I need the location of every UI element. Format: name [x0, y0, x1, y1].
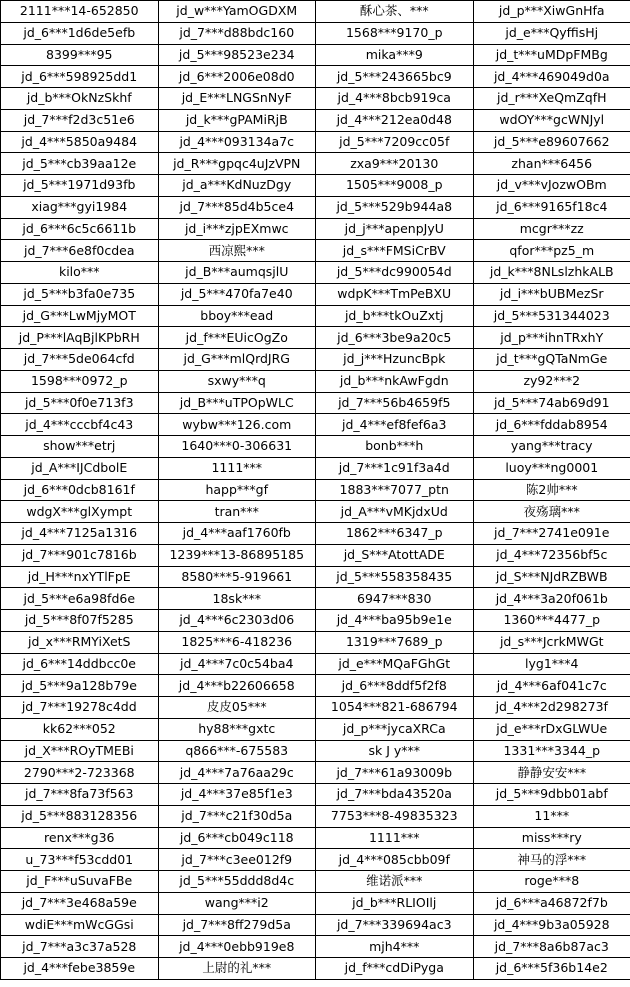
table-cell: kk62***052 [1, 718, 159, 740]
table-cell: mika***9 [316, 44, 474, 66]
table-cell: 18sk*** [158, 588, 316, 610]
table-row [1, 697, 630, 719]
table-cell: jd_5***e6a98fd6e [1, 588, 159, 610]
table-row [1, 892, 630, 914]
table-cell: qfor***pz5_m [473, 240, 630, 262]
table-row [1, 566, 630, 588]
table-row [1, 66, 630, 88]
table-cell: jd_6***2006e08d0 [158, 66, 316, 88]
table-cell: jd_4***5850a9484 [1, 131, 159, 153]
table-row [1, 653, 630, 675]
table-cell: jd_4***7c0c54ba4 [158, 653, 316, 675]
table-row [1, 283, 630, 305]
table-row [1, 88, 630, 110]
table-cell: jd_5***b3fa0e735 [1, 283, 159, 305]
table-cell: jd_6***a46872f7b [473, 892, 630, 914]
table-cell: jd_A***vMKjdxUd [316, 501, 474, 523]
table-cell: jd_5***55ddd8d4c [158, 871, 316, 893]
table-cell: jd_6***cb049c118 [158, 827, 316, 849]
table-cell: happ***gf [158, 479, 316, 501]
table-cell: jd_5***74ab69d91 [473, 392, 630, 414]
table-cell: jd_7***339694ac3 [316, 914, 474, 936]
table-cell: 8399***95 [1, 44, 159, 66]
table-cell: sk J y*** [316, 740, 474, 762]
table-cell: jd_6***9165f18c4 [473, 196, 630, 218]
table-cell: jd_b***RLIOIlj [316, 892, 474, 914]
table-cell: jd_4***2d298273f [473, 697, 630, 719]
table-cell: jd_6***598925dd1 [1, 66, 159, 88]
table-cell: zxa9***20130 [316, 153, 474, 175]
table-cell: jd_j***HzuncBpk [316, 349, 474, 371]
table-cell: q866***-675583 [158, 740, 316, 762]
table-cell: jd_G***mlQrdJRG [158, 349, 316, 371]
table-cell: jd_5***1971d93fb [1, 175, 159, 197]
table-cell: wdgX***glXympt [1, 501, 159, 523]
table-cell: 酥心茶、*** [316, 1, 474, 23]
table-cell: 皮皮05*** [158, 697, 316, 719]
table-cell: jd_7***c21f30d5a [158, 805, 316, 827]
table-row [1, 327, 630, 349]
table-cell: jd_B***uTPOpWLC [158, 392, 316, 414]
table-cell: jd_b***tkOuZxtj [316, 305, 474, 327]
table-cell: jd_7***5de064cfd [1, 349, 159, 371]
table-cell: wang***i2 [158, 892, 316, 914]
table-row [1, 22, 630, 44]
table-cell: jd_6***14ddbcc0e [1, 653, 159, 675]
table-cell: jd_7***6e8f0cdea [1, 240, 159, 262]
table-cell: jd_R***gpqc4uJzVPN [158, 153, 316, 175]
table-cell: jd_w***YamOGDXM [158, 1, 316, 23]
table-cell: jd_5***9dbb01abf [473, 784, 630, 806]
table-cell: 11*** [473, 805, 630, 827]
table-cell: jd_4***7125a1316 [1, 523, 159, 545]
table-cell: u_73***f53cdd01 [1, 849, 159, 871]
table-cell: hy88***gxtc [158, 718, 316, 740]
table-cell: jd_S***AtottADE [316, 544, 474, 566]
table-cell: jd_4***469049d0a [473, 66, 630, 88]
table-cell: jd_6***8ddf5f2f8 [316, 675, 474, 697]
table-row [1, 240, 630, 262]
table-cell: jd_S***NJdRZBWB [473, 566, 630, 588]
table-cell: jd_4***ba95b9e1e [316, 610, 474, 632]
table-cell: show***etrj [1, 436, 159, 458]
table-cell: jd_p***jycaXRCa [316, 718, 474, 740]
table-cell: jd_E***LNGSnNyF [158, 88, 316, 110]
table-cell: jd_7***8a6b87ac3 [473, 936, 630, 958]
table-cell: 2790***2-723368 [1, 762, 159, 784]
table-cell: wdiE***mWcGGsi [1, 914, 159, 936]
table-cell: jd_e***rDxGLWUe [473, 718, 630, 740]
table-cell: 1111*** [316, 827, 474, 849]
table-cell: jd_t***gQTaNmGe [473, 349, 630, 371]
table-cell: 1825***6-418236 [158, 631, 316, 653]
table-cell: jd_j***apenpJyU [316, 218, 474, 240]
table-cell: kilo*** [1, 262, 159, 284]
table-cell: jd_4***212ea0d48 [316, 109, 474, 131]
table-cell: jd_p***XiwGnHfa [473, 1, 630, 23]
table-cell: jd_4***6af041c7c [473, 675, 630, 697]
table-cell: jd_5***98523e234 [158, 44, 316, 66]
table-row [1, 718, 630, 740]
table-row [1, 805, 630, 827]
table-cell: zhan***6456 [473, 153, 630, 175]
table-cell: jd_7***bda43520a [316, 784, 474, 806]
table-cell: miss***ry [473, 827, 630, 849]
table-cell: jd_4***7a76aa29c [158, 762, 316, 784]
table-cell: jd_7***61a93009b [316, 762, 474, 784]
table-cell: 1111*** [158, 457, 316, 479]
table-cell: 神马的浮*** [473, 849, 630, 871]
table-cell: jd_5***0f0e713f3 [1, 392, 159, 414]
table-row [1, 44, 630, 66]
table-cell: tran*** [158, 501, 316, 523]
table-cell: jd_G***LwMjyMOT [1, 305, 159, 327]
table-cell: jd_b***OkNzSkhf [1, 88, 159, 110]
table-cell: jd_4***aaf1760fb [158, 523, 316, 545]
table-row [1, 610, 630, 632]
table-row [1, 631, 630, 653]
table-cell: bboy***ead [158, 305, 316, 327]
table-cell: luoy***ng0001 [473, 457, 630, 479]
table-cell: jd_7***c3ee012f9 [158, 849, 316, 871]
table-cell: 1360***4477_p [473, 610, 630, 632]
table-cell: 1054***821-686794 [316, 697, 474, 719]
table-cell: 西凉熙*** [158, 240, 316, 262]
table-cell: jd_4***9b3a05928 [473, 914, 630, 936]
table-row [1, 784, 630, 806]
table-cell: jd_4***ef8fef6a3 [316, 414, 474, 436]
table-cell: jd_4***febe3859e [1, 958, 159, 980]
table-cell: jd_f***cdDiPyga [316, 958, 474, 980]
table-cell: jd_k***8NLslzhkALB [473, 262, 630, 284]
table-cell: 1505***9008_p [316, 175, 474, 197]
table-cell: jd_i***zjpEXmwc [158, 218, 316, 240]
table-cell: 1862***6347_p [316, 523, 474, 545]
table-row [1, 958, 630, 980]
table-cell: jd_7***901c7816b [1, 544, 159, 566]
table-cell: jd_6***fddab8954 [473, 414, 630, 436]
table-cell: wdpK***TmPeBXU [316, 283, 474, 305]
table-cell: jd_6***1d6de5efb [1, 22, 159, 44]
table-cell: jd_5***529b944a8 [316, 196, 474, 218]
table-cell: 1598***0972_p [1, 370, 159, 392]
table-cell: jd_7***56b4659f5 [316, 392, 474, 414]
table-row [1, 479, 630, 501]
table-row [1, 457, 630, 479]
table-row [1, 131, 630, 153]
table-cell: jd_k***gPAMiRjB [158, 109, 316, 131]
table-cell: 1883***7077_ptn [316, 479, 474, 501]
table-cell: sxwy***q [158, 370, 316, 392]
table-cell: jd_4***093134a7c [158, 131, 316, 153]
table-cell: jd_v***vJozwOBm [473, 175, 630, 197]
table-cell: jd_7***19278c4dd [1, 697, 159, 719]
table-cell: lyg1***4 [473, 653, 630, 675]
table-cell: jd_F***uSuvaFBe [1, 871, 159, 893]
table-cell: jd_4***3a20f061b [473, 588, 630, 610]
table-row [1, 588, 630, 610]
table-cell: jd_7***85d4b5ce4 [158, 196, 316, 218]
table-cell: jd_7***2741e091e [473, 523, 630, 545]
table-cell: jd_e***MQaFGhGt [316, 653, 474, 675]
table-cell: jd_7***a3c37a528 [1, 936, 159, 958]
table-cell: jd_7***1c91f3a4d [316, 457, 474, 479]
table-cell: jd_4***0ebb919e8 [158, 936, 316, 958]
table-cell: jd_r***XeQmZqfH [473, 88, 630, 110]
table-cell: mjh4*** [316, 936, 474, 958]
table-cell: 夜殇璃*** [473, 501, 630, 523]
table-row [1, 370, 630, 392]
table-cell: jd_5***cb39aa12e [1, 153, 159, 175]
table-cell: jd_s***FMSiCrBV [316, 240, 474, 262]
table-cell: xiag***gyi1984 [1, 196, 159, 218]
table-cell: jd_4***085cbb09f [316, 849, 474, 871]
table-row [1, 501, 630, 523]
table-row [1, 175, 630, 197]
table-cell: jd_4***37e85f1e3 [158, 784, 316, 806]
table-cell: jd_7***8fa73f563 [1, 784, 159, 806]
table-row [1, 914, 630, 936]
table-row [1, 544, 630, 566]
table-cell: jd_7***f2d3c51e6 [1, 109, 159, 131]
table-cell: 2111***14-652850 [1, 1, 159, 23]
table-body [1, 1, 630, 980]
table-row [1, 871, 630, 893]
table-row [1, 392, 630, 414]
table-row [1, 414, 630, 436]
table-cell: mcgr***zz [473, 218, 630, 240]
table-row [1, 740, 630, 762]
table-row [1, 109, 630, 131]
table-cell: 陈2帅*** [473, 479, 630, 501]
table-cell: jd_t***uMDpFMBg [473, 44, 630, 66]
table-cell: jd_4***8bcb919ca [316, 88, 474, 110]
table-row [1, 827, 630, 849]
table-row [1, 762, 630, 784]
table-cell: jd_4***cccbf4c43 [1, 414, 159, 436]
table-row [1, 523, 630, 545]
table-cell: roge***8 [473, 871, 630, 893]
table-cell: jd_5***e89607662 [473, 131, 630, 153]
table-row [1, 153, 630, 175]
table-cell: 上尉的礼*** [158, 958, 316, 980]
table-cell: jd_A***IJCdbolE [1, 457, 159, 479]
table-cell: 1331***3344_p [473, 740, 630, 762]
table-row [1, 675, 630, 697]
table-cell: 1239***13-86895185 [158, 544, 316, 566]
table-cell: jd_X***ROyTMEBi [1, 740, 159, 762]
table-cell: 1568***9170_p [316, 22, 474, 44]
table-cell: jd_6***0dcb8161f [1, 479, 159, 501]
table-cell: wdOY***gcWNJyl [473, 109, 630, 131]
table-row [1, 936, 630, 958]
table-cell: 1319***7689_p [316, 631, 474, 653]
table-cell: zy92***2 [473, 370, 630, 392]
table-cell: jd_x***RMYiXetS [1, 631, 159, 653]
table-cell: jd_4***b22606658 [158, 675, 316, 697]
table-cell: jd_5***883128356 [1, 805, 159, 827]
table-cell: jd_B***aumqsjlU [158, 262, 316, 284]
table-row [1, 436, 630, 458]
table-cell: jd_5***9a128b79e [1, 675, 159, 697]
table-row [1, 218, 630, 240]
table-row [1, 1, 630, 23]
table-cell: jd_4***6c2303d06 [158, 610, 316, 632]
table-cell: bonb***h [316, 436, 474, 458]
table-cell: jd_5***470fa7e40 [158, 283, 316, 305]
table-cell: wybw***126.com [158, 414, 316, 436]
table-cell: jd_4***72356bf5c [473, 544, 630, 566]
table-cell: jd_e***QyffisHj [473, 22, 630, 44]
table-cell: 6947***830 [316, 588, 474, 610]
table-cell: jd_5***243665bc9 [316, 66, 474, 88]
table-cell: jd_7***d88bdc160 [158, 22, 316, 44]
table-row [1, 349, 630, 371]
table-cell: 1640***0-306631 [158, 436, 316, 458]
table-cell: jd_b***nkAwFgdn [316, 370, 474, 392]
table-cell: jd_5***558358435 [316, 566, 474, 588]
table-cell: jd_p***ihnTRxhY [473, 327, 630, 349]
table-cell: jd_5***8f07f5285 [1, 610, 159, 632]
table-cell: jd_a***KdNuzDgy [158, 175, 316, 197]
table-row [1, 196, 630, 218]
table-cell: yang***tracy [473, 436, 630, 458]
table-cell: jd_6***6c5c6611b [1, 218, 159, 240]
table-cell: jd_i***bUBMezSr [473, 283, 630, 305]
table-cell: jd_5***531344023 [473, 305, 630, 327]
table-cell: jd_s***JcrkMWGt [473, 631, 630, 653]
table-cell: 7753***8-49835323 [316, 805, 474, 827]
table-cell: jd_6***3be9a20c5 [316, 327, 474, 349]
table-cell: 8580***5-919661 [158, 566, 316, 588]
table-cell: jd_7***3e468a59e [1, 892, 159, 914]
table-row [1, 849, 630, 871]
table-row [1, 262, 630, 284]
table-cell: jd_7***8ff279d5a [158, 914, 316, 936]
table-cell: 静静安安*** [473, 762, 630, 784]
table-cell: jd_H***nxYTlFpE [1, 566, 159, 588]
table-cell: jd_f***EUicOgZo [158, 327, 316, 349]
table-cell: 维诺派*** [316, 871, 474, 893]
table-row [1, 305, 630, 327]
table-cell: jd_5***dc990054d [316, 262, 474, 284]
table-cell: jd_6***5f36b14e2 [473, 958, 630, 980]
table-cell: jd_5***7209cc05f [316, 131, 474, 153]
table-cell: renx***g36 [1, 827, 159, 849]
table-cell: jd_P***lAqBjlKPbRH [1, 327, 159, 349]
